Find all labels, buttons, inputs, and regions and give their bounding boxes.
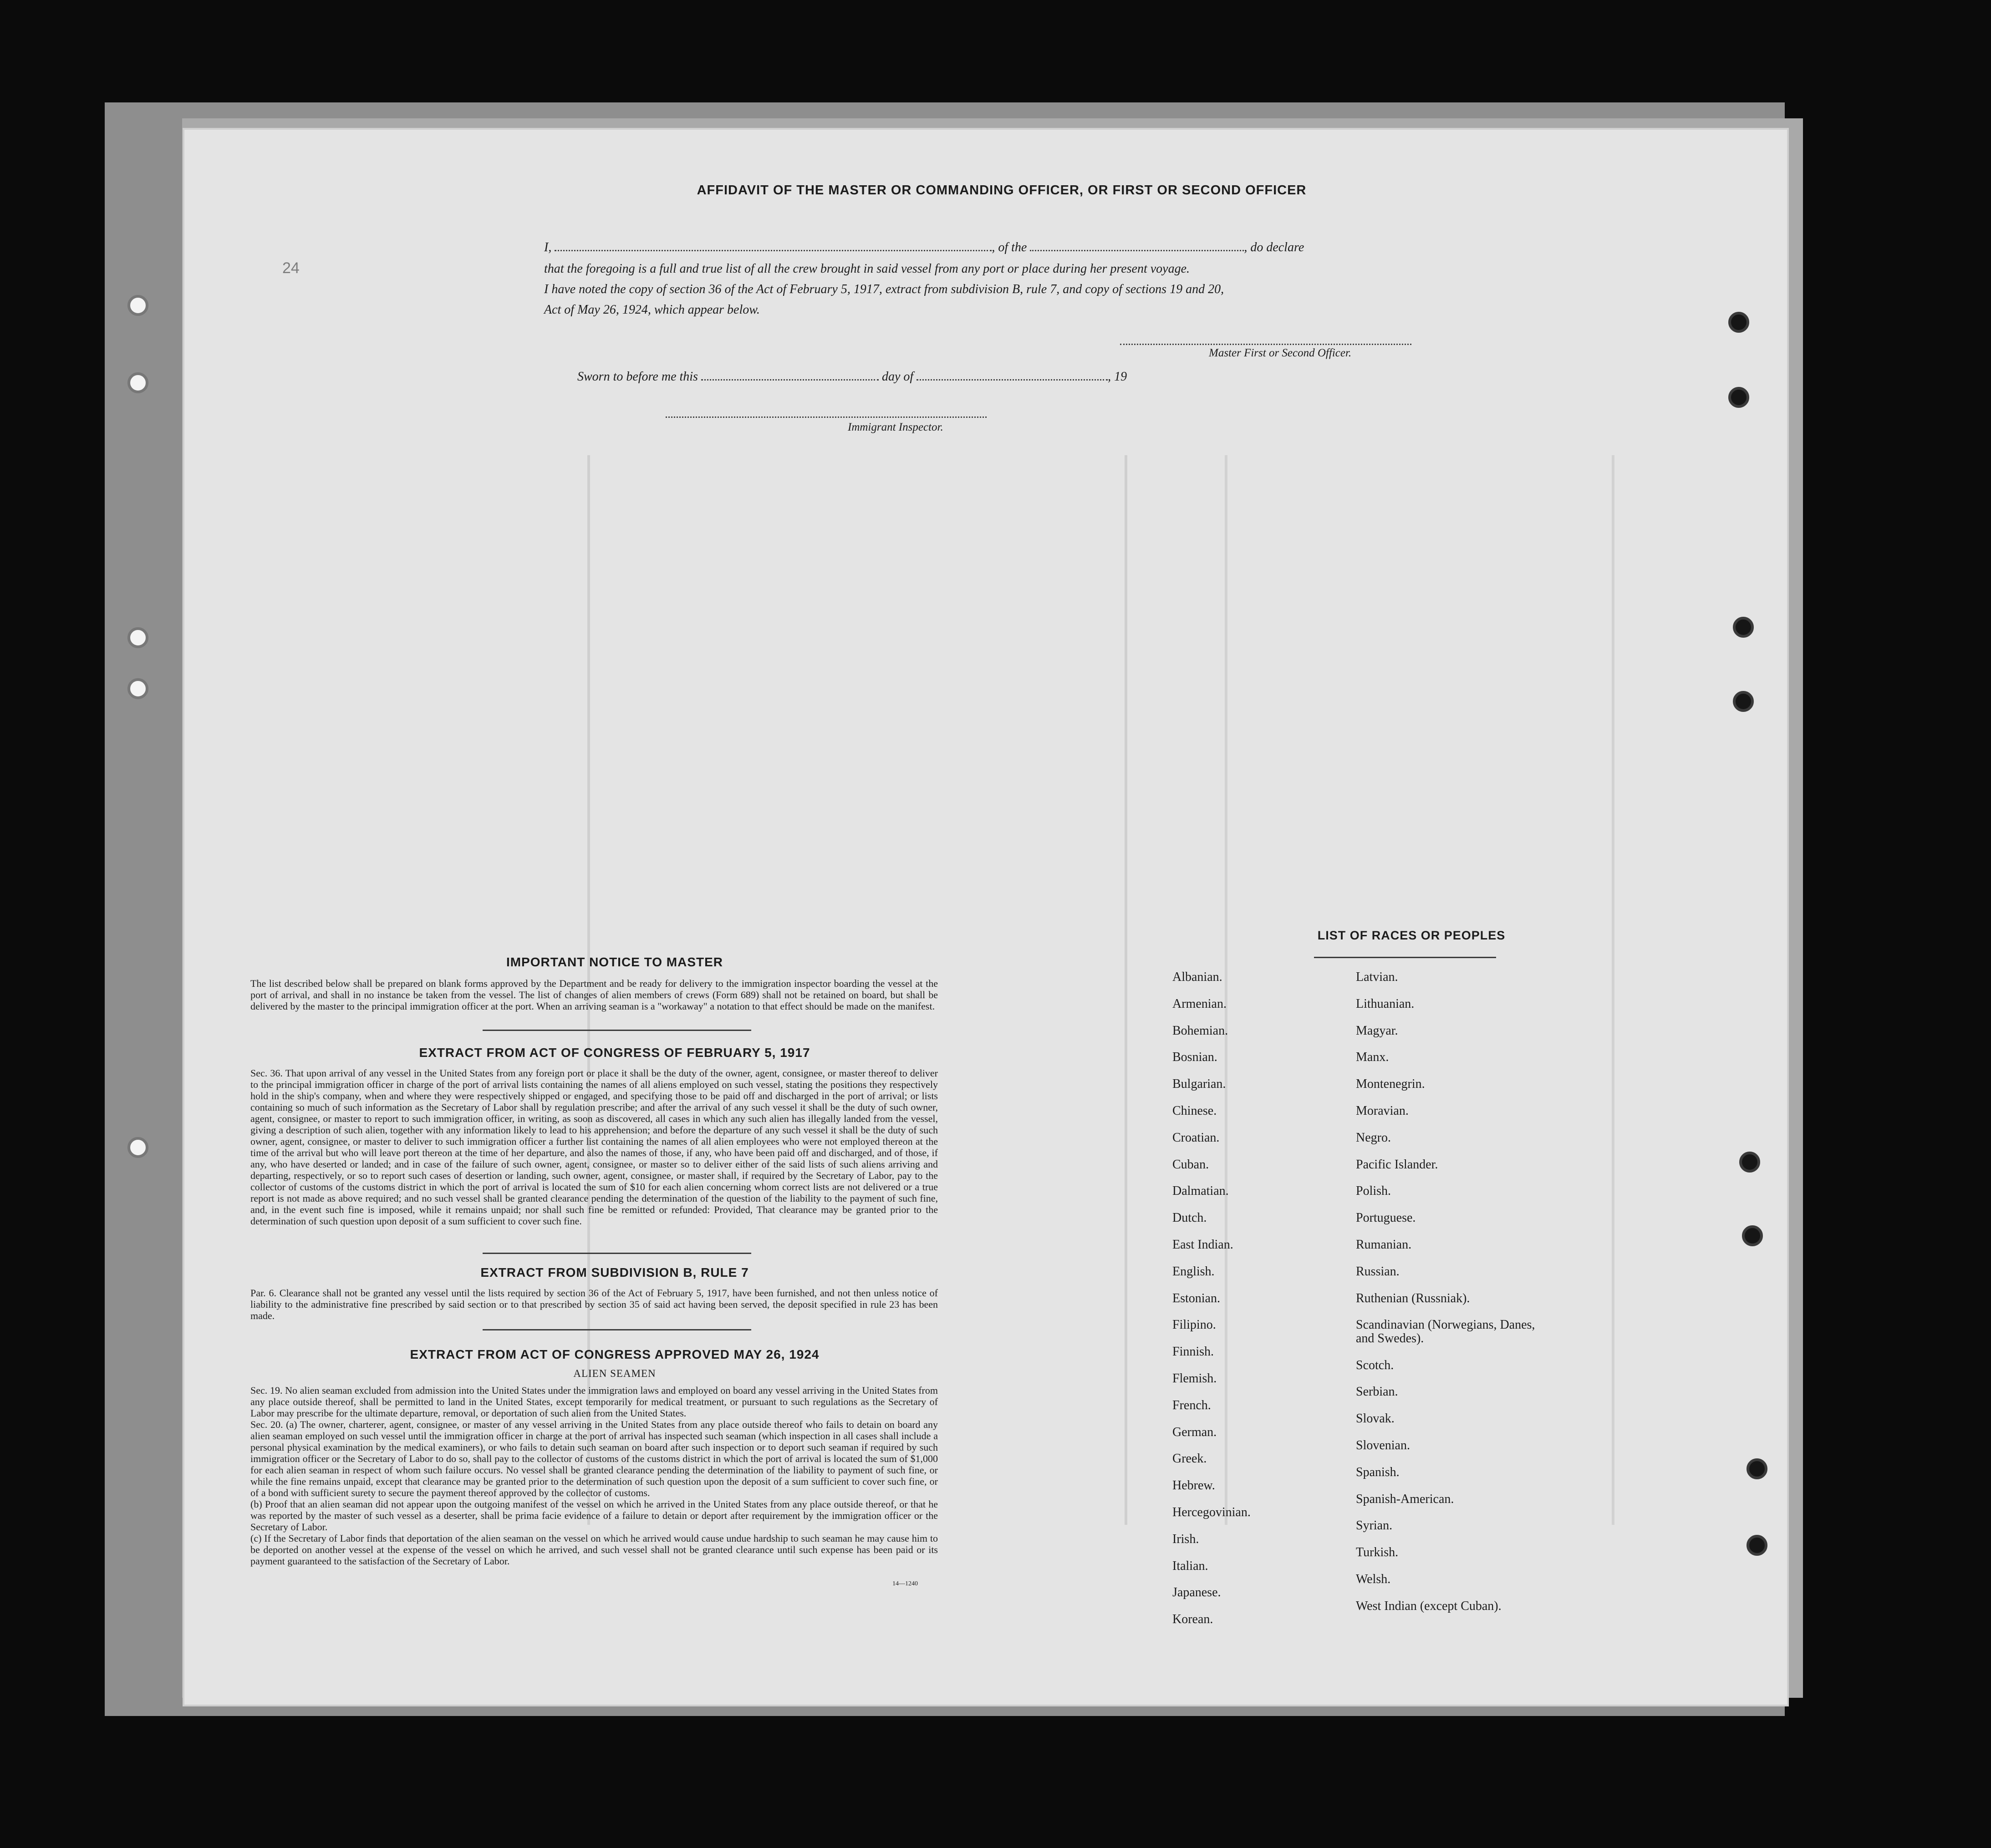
binder-hole bbox=[1728, 387, 1749, 408]
binder-hole bbox=[127, 678, 148, 699]
sec-19-text: Sec. 19. No alien seaman excluded from admission into the United States under the immigration laws and employed on board any vessel arriving in the United States from any place outside thereof, shall be permitted to land in the United States, except temporarily for medical treatment, or pursuant to such regulations as the Secretary of Labor may prescribe for the ultimate departure, removal, or deportation of such alien from the United States. bbox=[250, 1385, 938, 1419]
race-item: East Indian. bbox=[1172, 1238, 1233, 1252]
race-item: Negro. bbox=[1356, 1130, 1391, 1145]
race-item: Italian. bbox=[1172, 1559, 1208, 1573]
sworn-day-field bbox=[701, 379, 879, 381]
signature-line bbox=[1120, 344, 1411, 345]
race-item: Russian. bbox=[1356, 1264, 1400, 1279]
extract-rule7-title: EXTRACT FROM SUBDIVISION B, RULE 7 bbox=[480, 1265, 749, 1279]
sworn-year-label: , 19 bbox=[1108, 370, 1127, 384]
race-item: Montenegrin. bbox=[1356, 1077, 1425, 1092]
affidavit-title: AFFIDAVIT OF THE MASTER OR COMMANDING OFFICER, OR FIRST OR SECOND OFFICER bbox=[697, 183, 1307, 198]
extract-1917-title: EXTRACT FROM ACT OF CONGRESS OF FEBRUARY 5, 1917 bbox=[419, 1046, 810, 1060]
binder-hole bbox=[127, 627, 148, 648]
declaration-line bbox=[544, 240, 1436, 255]
race-item: Cuban. bbox=[1172, 1157, 1209, 1172]
declarant-label: I, bbox=[544, 240, 552, 254]
race-item: Syrian. bbox=[1356, 1518, 1393, 1533]
race-item: Bohemian. bbox=[1172, 1023, 1228, 1038]
inspector-label: Immigrant Inspector. bbox=[848, 421, 943, 433]
binder-hole bbox=[1747, 1458, 1767, 1479]
race-item: Spanish-American. bbox=[1356, 1492, 1454, 1506]
race-item: Estonian. bbox=[1172, 1291, 1220, 1305]
form-number: 14—1240 bbox=[892, 1580, 918, 1587]
binder-hole bbox=[127, 295, 148, 316]
notice-text: The list described below shall be prepared on blank forms approved by the Department and be ready for delivery to the immigration inspector boarding the vessel at the port of arrival, and shall in no instance be taken from the vessel. The list of changes of alien members of crews (Form 689) shall not be retained on board, but shall be delivered by the master to the principal immigration officer at the port. When an arriving seaman is a "workaway" a notation to that effect should be made on the manifest. bbox=[250, 978, 938, 1012]
race-item: Flemish. bbox=[1172, 1371, 1217, 1386]
race-item: Albanian. bbox=[1172, 970, 1222, 984]
race-item: Rumanian. bbox=[1356, 1238, 1412, 1252]
declaration-text-3: Act of May 26, 1924, which appear below. bbox=[544, 303, 760, 317]
race-item: Slovenian. bbox=[1356, 1438, 1410, 1452]
signature-label: Master First or Second Officer. bbox=[1209, 347, 1352, 359]
race-item: Turkish. bbox=[1356, 1545, 1399, 1560]
race-item: Korean. bbox=[1172, 1612, 1213, 1627]
races-title: LIST OF RACES OR PEOPLES bbox=[1317, 929, 1506, 942]
sec-20a-text: Sec. 20. (a) The owner, charterer, agent, consignee, or master of any vessel arriving in the United States from any place outside thereof who fails to detain on board any alien seaman employed on such vessel until the immigration officer in charge at the port of arrival has inspected such seaman (which inspection in all cases shall include a personal physical examination by the medical examiners), or who fails to detain such seaman on board after such inspection or to deport such seaman if required by such immigration officer or the Secretary of Labor to do so, shall pay to the collector of customs of the customs district in which the port of arrival is located the sum of $1,000 for each alien seaman in respect of whom such failure occurs. No vessel shall be granted clearance pending the determination of the liability to payment of such fine, or while the fine remains unpaid, except that clearance may be granted prior to the determination of such question upon the deposit of a sum sufficient to cover such fine, or of a bond with sufficient surety to secure the payment thereof approved by the collector of customs. bbox=[250, 1419, 938, 1498]
declaration-text-2: I have noted the copy of section 36 of the Act of February 5, 1917, extract from subdivision B, rule 7, and copy of sections 19 and 20, bbox=[544, 282, 1224, 296]
binder-hole bbox=[1728, 312, 1749, 333]
notice-title: IMPORTANT NOTICE TO MASTER bbox=[506, 955, 723, 969]
binder-hole bbox=[127, 1137, 148, 1158]
race-item: Polish. bbox=[1356, 1184, 1391, 1198]
race-item: Armenian. bbox=[1172, 996, 1227, 1011]
race-item: Ruthenian (Russniak). bbox=[1356, 1291, 1470, 1305]
race-item: Scandinavian (Norwegians, Danes, and Swedes). bbox=[1356, 1318, 1535, 1346]
race-item: Greek. bbox=[1172, 1452, 1207, 1466]
extract-1924-subtitle: ALIEN SEAMEN bbox=[573, 1368, 656, 1379]
extract-1924-body bbox=[250, 1385, 938, 1567]
divider bbox=[483, 1329, 751, 1330]
sec-20b-text: (b) Proof that an alien seaman did not appear upon the outgoing manifest of the vessel on which he arrived in the United States from any place outside thereof, or that he was reported by the master of such vessel as a deserter, shall be prima facie evidence of a failure to detain or deport after requirement by the immigration officer or the Secretary of Labor. bbox=[250, 1498, 938, 1533]
binder-hole bbox=[127, 372, 148, 393]
extract-1917-text: Sec. 36. That upon arrival of any vessel in the United States from any foreign port or place it shall be the duty of the owner, agent, consignee, or master thereof to deliver to the principal immigration officer in charge of the port of arrival lists containing the names of all aliens employed on such vessel, stating the positions they respectively hold in the ship's company, when and where they were respectively shipped or engaged, and specifying those to be paid off and discharged in the port of arrival; or lists containing so much of such information as the Secretary of Labor shall by regulation prescribe; and after the arrival of any such vessel it shall be the duty of such owner, agent, consignee, or master to report to such immigration officer, in writing, as soon as discovered, all cases in which any such alien has illegally landed from the vessel, giving a description of such alien, together with any information likely to lead to his apprehension; and before the departure of any such vessel it shall be the duty of such owner, agent, consignee, or master to deliver to such immigration officer a further list containing the names of all alien employees who were not employed thereon at the time of the arrival but who will leave port thereon at the time of her departure, and also the names of those, if any, who have been paid off and discharged, and of those, if any, who have deserted or landed; and in case of the failure of such owner, agent, consignee, or master so to deliver either of the said lists of such aliens arriving and departing, respectively, or so to report such cases of desertion or landing, such owner, agent, consignee, or master shall, if required by the Secretary of Labor, pay to the collector of customs of the customs district in which the port of arrival is located the sum of $10 for each alien concerning whom correct lists are not delivered or a true report is not made as above required; and no such vessel shall be granted clearance pending the determination of the question of the liability to the payment of such fine, and, in the event such fine is imposed, while it remains unpaid; nor shall such fine be remitted or refunded: Provided, That clearance may be granted prior to the determination of such question upon deposit of a sum sufficient to cover such fine. bbox=[250, 1067, 938, 1227]
race-item: Manx. bbox=[1356, 1050, 1389, 1065]
declare-label: , do declare bbox=[1244, 240, 1304, 254]
divider bbox=[483, 1253, 751, 1254]
race-item: Serbian. bbox=[1356, 1385, 1398, 1399]
sworn-line bbox=[577, 370, 1127, 384]
race-item: Scotch. bbox=[1356, 1358, 1394, 1372]
declarant-name-field bbox=[555, 250, 992, 251]
race-item: Finnish. bbox=[1172, 1345, 1214, 1359]
race-item: Filipino. bbox=[1172, 1318, 1216, 1332]
race-item: Croatian. bbox=[1172, 1130, 1220, 1145]
declaration-text-1: that the foregoing is a full and true list of all the crew brought in said vessel from any port or place during her present voyage. bbox=[544, 262, 1190, 276]
race-item: Latvian. bbox=[1356, 970, 1398, 984]
extract-1924-title: EXTRACT FROM ACT OF CONGRESS APPROVED MAY 26, 1924 bbox=[410, 1347, 820, 1361]
sworn-month-label: day of bbox=[881, 370, 914, 384]
vessel-name-field bbox=[1030, 250, 1244, 251]
race-item: Chinese. bbox=[1172, 1104, 1217, 1118]
race-item: Japanese. bbox=[1172, 1585, 1221, 1600]
race-item: French. bbox=[1172, 1398, 1211, 1412]
race-item: English. bbox=[1172, 1264, 1215, 1279]
race-item: Slovak. bbox=[1356, 1411, 1395, 1426]
race-item: German. bbox=[1172, 1425, 1217, 1439]
divider bbox=[483, 1030, 751, 1031]
race-item: Irish. bbox=[1172, 1532, 1199, 1546]
race-item: Hercegovinian. bbox=[1172, 1505, 1251, 1519]
race-item: Lithuanian. bbox=[1356, 996, 1415, 1011]
sec-20c-text: (c) If the Secretary of Labor finds that deportation of the alien seaman on the vessel on which he arrived would cause undue hardship to such seaman he may cause him to be deported on another vessel at the expense of the vessel on which he arrived, and such vessel shall not be granted clearance until such expense has been paid or its payment guaranteed to the satisfaction of the Secretary of Labor. bbox=[250, 1533, 938, 1567]
sworn-label: Sworn to before me this bbox=[577, 370, 698, 384]
extract-rule7-text: Par. 6. Clearance shall not be granted any vessel until the lists required by section 36 of the Act of February 5, 1917, have been furnished, and not then unless notice of liability to the administrative fine prescribed by said section or to that prescribed by section 35 of said act having been served, the deposit specified in rule 23 has been made. bbox=[250, 1287, 938, 1321]
race-item: Spanish. bbox=[1356, 1465, 1400, 1479]
race-item: Hebrew. bbox=[1172, 1478, 1215, 1493]
race-item: Welsh. bbox=[1356, 1572, 1391, 1586]
race-item: Dalmatian. bbox=[1172, 1184, 1229, 1198]
race-item: Bosnian. bbox=[1172, 1050, 1217, 1065]
race-item: Moravian. bbox=[1356, 1104, 1409, 1118]
race-item: West Indian (except Cuban). bbox=[1356, 1599, 1502, 1613]
race-item: Bulgarian. bbox=[1172, 1077, 1226, 1092]
race-item: Portuguese. bbox=[1356, 1211, 1416, 1225]
inspector-signature-line bbox=[666, 416, 987, 418]
vessel-label: , of the bbox=[992, 240, 1027, 254]
race-item: Dutch. bbox=[1172, 1211, 1207, 1225]
race-item: Magyar. bbox=[1356, 1023, 1398, 1038]
sworn-month-field bbox=[917, 379, 1108, 381]
divider bbox=[1314, 957, 1496, 958]
race-item: Pacific Islander. bbox=[1356, 1157, 1438, 1172]
binder-hole bbox=[1747, 1535, 1767, 1556]
margin-number: 24 bbox=[282, 259, 300, 277]
